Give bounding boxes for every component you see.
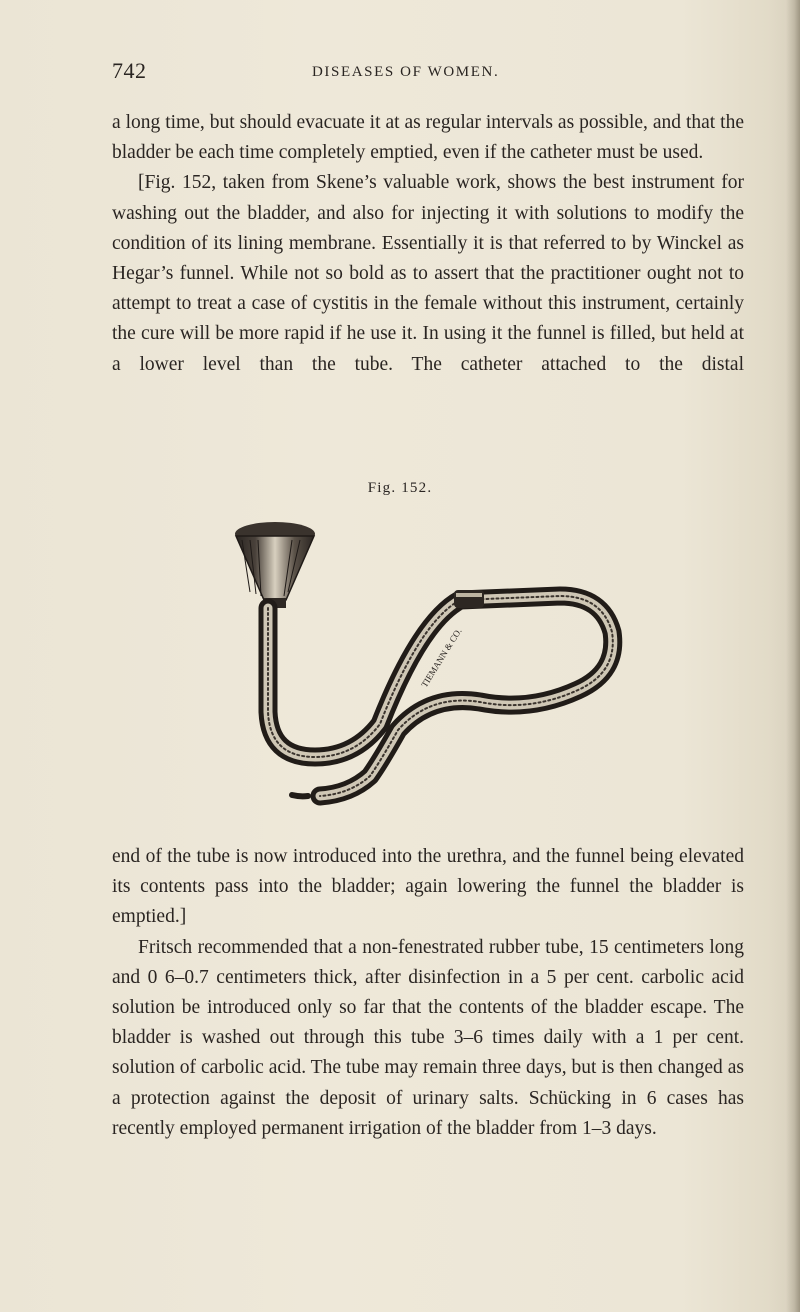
paragraph-fig-description-end: end of the tube is now introduced into the urethra, and the funnel being elevated its contents pass into the bladder; again lowering the funnel the bladder is emptied.]: [112, 846, 744, 928]
paragraph-fig-description: [Fig. 152, taken from Skene’s valuable work, shows the best instrument for washing out the bladder, and also for injecting it with solutions to modify the condition of its lining membrane. Essentially it is that referred to by Winckel as Hegar’s funnel. While not so bold as to assert that the practitioner ought not to attempt to treat a case of cystitis in the female without this instrument, certainly the cure will be more rapid if he use it. In using it the funnel is filled, but held at a lower level than the tube. The catheter attached to the distal: [112, 172, 744, 375]
text-block-top: [112, 108, 744, 380]
figure-caption: Fig. 152.: [367, 480, 433, 496]
rubber-tube-icon: [268, 590, 613, 796]
page-header: [112, 58, 712, 88]
running-head: DISEASES OF WOMEN.: [312, 64, 500, 80]
maker-mark: TIEMANN & CO.: [419, 626, 464, 690]
page-number: 742: [112, 58, 147, 83]
funnel-icon: [235, 522, 315, 608]
paragraph-fritsch: Fritsch recommended that a non-fenestrated rubber tube, 15 centimeters long and 0 6–0.7 centimeters thick, after disinfection in a 5 per cent. carbolic acid solution be introduced only so far that the contents of the bladder escape. The bladder is washed out through this tube 3–6 times daily with a 1 per cent. solution of carbolic acid. The tube may remain three days, but is then changed as a protection against the deposit of urinary salts. Schücking in 6 cases has recently employed permanent irrigation of the bladder from 1–3 days.: [112, 936, 744, 1139]
hegar-funnel-illustration: [230, 512, 650, 812]
page-edge-shadow: [786, 0, 800, 1312]
paragraph-continued: a long time, but should evacuate it at as regular intervals as possible, and that the bladder be each time completely emptied, even if the catheter must be used.: [112, 112, 744, 164]
text-block-bottom: [112, 842, 744, 1144]
